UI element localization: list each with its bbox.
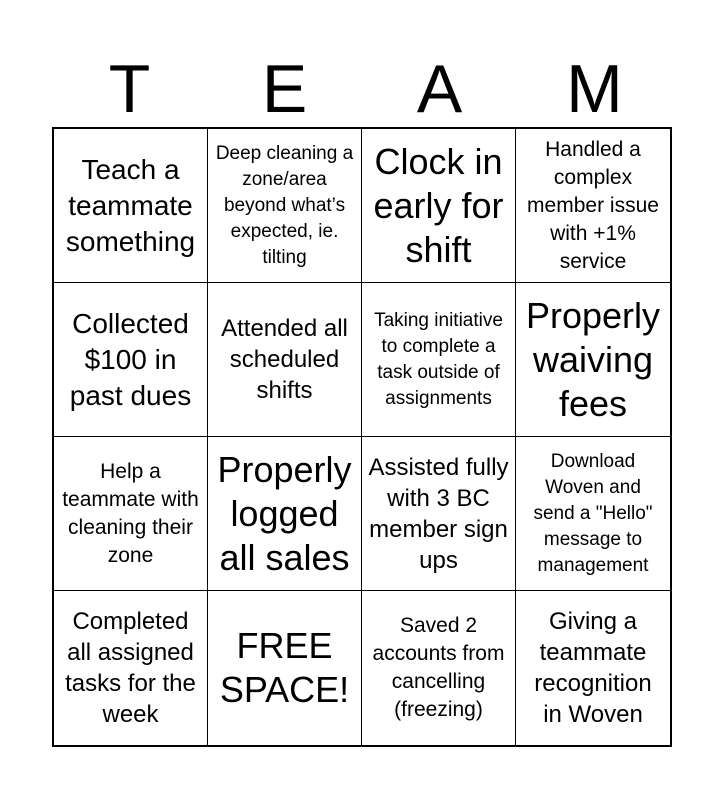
bingo-cell[interactable] xyxy=(362,283,516,437)
bingo-grid xyxy=(52,127,672,747)
header-letter-m: M xyxy=(566,51,623,127)
bingo-cell[interactable] xyxy=(516,437,670,591)
bingo-cell[interactable] xyxy=(54,283,208,437)
bingo-header xyxy=(52,50,672,128)
bingo-cell[interactable] xyxy=(362,437,516,591)
cell-text: Taking initiative to complete a task outside of assignments xyxy=(374,309,503,409)
header-letter-e: E xyxy=(261,51,308,127)
bingo-cell[interactable] xyxy=(362,591,516,745)
cell-text: Teach a teammate something xyxy=(65,153,196,257)
bingo-cell[interactable] xyxy=(362,129,516,283)
bingo-cell[interactable] xyxy=(54,129,208,283)
bingo-cell[interactable] xyxy=(208,437,362,591)
cell-text: Help a teammate with cleaning their zone xyxy=(62,459,199,567)
cell-text: Properly logged all sales xyxy=(217,448,352,578)
header-letter-t: T xyxy=(108,51,151,127)
cell-text: Clock in early for shift xyxy=(373,140,504,270)
cell-text: Completed all assigned tasks for the week xyxy=(65,608,196,728)
cell-text: Deep cleaning a zone/area beyond what’s expected, ie. tilting xyxy=(215,142,354,268)
bingo-cell[interactable] xyxy=(208,129,362,283)
cell-text: Collected $100 in past dues xyxy=(69,307,192,411)
header-letter-a: A xyxy=(416,51,463,127)
cell-text: Properly waiving fees xyxy=(525,294,661,424)
cell-text: Saved 2 accounts from cancelling (freezing) xyxy=(372,614,505,721)
bingo-cell[interactable] xyxy=(516,283,670,437)
cell-text: Download Woven and send a "Hello" message to management xyxy=(533,450,653,576)
cell-text: Assisted fully with 3 BC member sign ups xyxy=(368,453,509,574)
bingo-cell[interactable] xyxy=(54,437,208,591)
cell-text: Giving a teammate recognition in Woven xyxy=(534,608,652,728)
cell-text: Handled a complex member issue with +1% service xyxy=(527,137,659,273)
bingo-cell[interactable] xyxy=(516,591,670,745)
cell-text: FREE SPACE! xyxy=(219,625,350,710)
bingo-cell[interactable] xyxy=(208,283,362,437)
free-space-cell[interactable] xyxy=(208,591,362,745)
bingo-cell[interactable] xyxy=(516,129,670,283)
bingo-cell[interactable] xyxy=(54,591,208,745)
cell-text: Attended all scheduled shifts xyxy=(221,315,348,404)
